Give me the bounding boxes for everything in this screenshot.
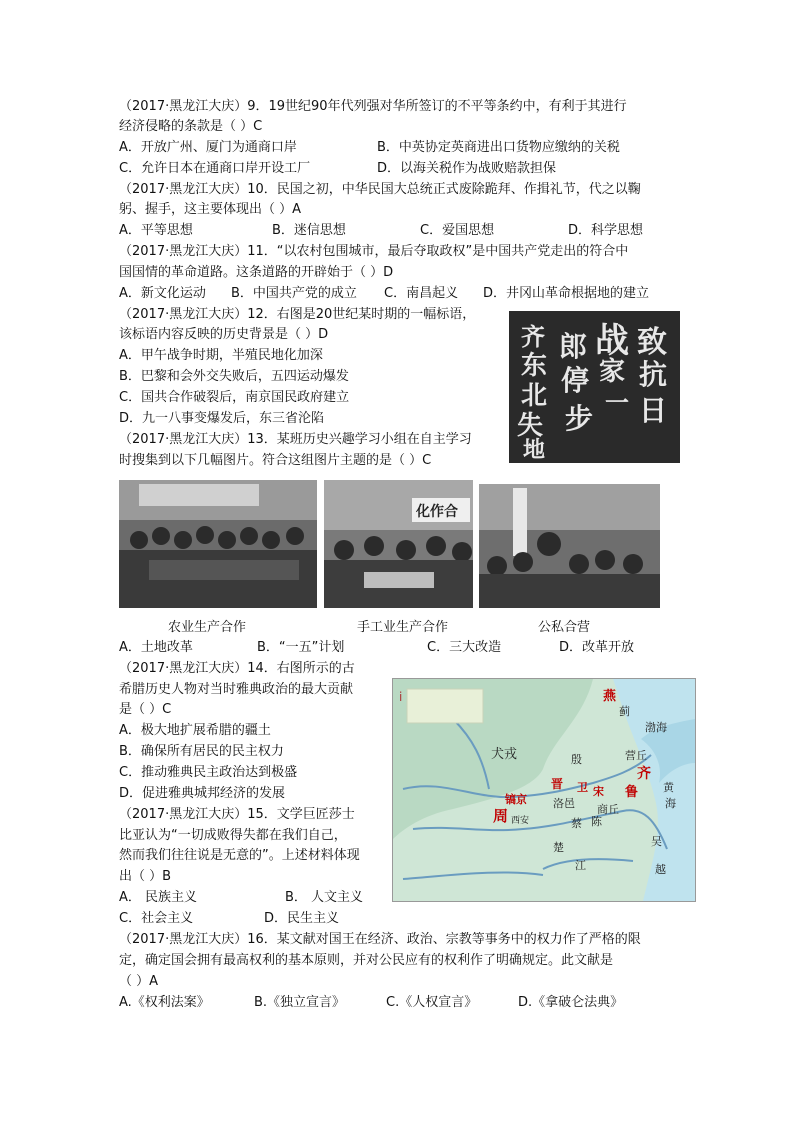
q13-stem-line1: （2017·黑龙江大庆）13．某班历史兴趣学习小组在自主学习 [119, 432, 472, 447]
map-label-haojing: 镐京 [505, 793, 527, 806]
slogan-char: 战 [595, 321, 629, 361]
q10-option-a: A．平等思想 [119, 223, 193, 238]
q9-option-d: D．以海关税作为战败赔款担保 [377, 161, 557, 176]
photo-caption-handicraft: 手工业生产合作 [357, 620, 449, 635]
q15-option-b: B． 人文主义 [285, 890, 364, 905]
svg-text:i: i [399, 690, 403, 704]
q9-option-c: C．允许日本在通商口岸开设工厂 [119, 161, 311, 176]
map-label-zhou: 周 [493, 807, 509, 825]
q9-option-b: B．中英协定英商进出口货物应缴纳的关税 [377, 140, 620, 155]
slogan-photo [509, 311, 680, 463]
q12-option-b: B．巴黎和会外交失败后，五四运动爆发 [119, 369, 349, 384]
slogan-char: 步 [565, 402, 594, 435]
slogan-char: 一 [605, 388, 629, 417]
slogan-char: 地 [523, 437, 546, 463]
q14-stem-line3: 是（ ）C [119, 702, 172, 717]
public-private-partnership-photo [479, 484, 660, 608]
q14-option-a: A．极大地扩展希腊的疆土 [119, 723, 271, 738]
map-label-wei: 卫 [577, 781, 588, 794]
map-label-qi: 齐 [637, 766, 651, 782]
map-label-quanrong: 犬戎 [491, 747, 518, 762]
q14-option-c: C．推动雅典民主政治达到极盛 [119, 765, 298, 780]
q16-stem-line3: （ ）A [119, 974, 159, 989]
photo-caption-agriculture: 农业生产合作 [168, 620, 247, 635]
q13-option-a: A．土地改革 [119, 640, 193, 655]
map-label-song: 宋 [593, 785, 604, 798]
q13-option-d: D．改革开放 [559, 640, 635, 655]
q11-option-d: D．井冈山革命根据地的建立 [483, 286, 650, 301]
q14-option-d: D．促进雅典城邦经济的发展 [119, 786, 286, 801]
q12-option-c: C．国共合作破裂后，南京国民政府建立 [119, 390, 350, 405]
slogan-char: 抗 [639, 358, 668, 391]
q12-stem-line2: 该标语内容反映的历史背景是（ ）D [119, 327, 329, 342]
map-label-yue: 越 [655, 863, 666, 876]
q15-option-a: A． 民族主义 [119, 890, 198, 905]
map-label-shangqiu: 商丘 [597, 803, 619, 816]
q9-stem-line2: 经济侵略的条款是（ ）C [119, 119, 263, 134]
q16-stem-line2: 定，确定国会拥有最高权利的基本原则，并对公民应有的权利作了明确规定。此文献是 [119, 953, 614, 968]
q9-option-a: A．开放广州、厦门为通商口岸 [119, 140, 297, 155]
q14-option-b: B．确保所有居民的民主权力 [119, 744, 284, 759]
q16-stem-line1: （2017·黑龙江大庆）16．某文献对国王在经济、政治、宗教等事务中的权力作了严格的限 [119, 932, 641, 947]
slogan-char: 家 [599, 357, 626, 387]
map-label-hai: 海 [665, 797, 676, 810]
slogan-char: 齐 [521, 322, 545, 351]
q11-stem-line1: （2017·黑龙江大庆）11．“以农村包围城市，最后夺取政权”是中国共产党走出的符合中 [119, 244, 629, 259]
map-label-wu: 吴 [651, 835, 662, 848]
map-background [393, 679, 695, 901]
cooperative-sign-text: 化作合 [416, 504, 458, 520]
map-label-xian: 西安 [511, 816, 530, 826]
slogan-char: 北 [521, 381, 548, 411]
slogan-char: 日 [639, 394, 668, 427]
map-label-huang: 黄 [663, 781, 674, 794]
q16-option-d: D.《拿破仑法典》 [518, 995, 624, 1010]
q11-option-a: A．新文化运动 [119, 286, 206, 301]
map-label-yan: 燕 [603, 689, 617, 704]
map-label-chen: 陈 [591, 815, 602, 828]
q12-stem-line1: （2017·黑龙江大庆）12．右图是20世纪某时期的一幅标语， [119, 307, 476, 322]
map-label-ji: 蓟 [619, 705, 630, 718]
q9-stem-line1: （2017·黑龙江大庆）9．19世纪90年代列强对华所签订的不平等条约中，有利于其进行 [119, 99, 627, 114]
q12-option-d: D．九一八事变爆发后，东三省沦陷 [119, 411, 325, 426]
q10-option-b: B．迷信思想 [272, 223, 346, 238]
q11-option-b: B．中国共产党的成立 [231, 286, 357, 301]
map-label-jin: 晋 [551, 777, 564, 791]
photo-caption-partnership: 公私合营 [538, 620, 591, 635]
q13-option-c: C．三大改造 [427, 640, 502, 655]
map-label-lu: 鲁 [625, 785, 639, 800]
map-label-chu: 楚 [553, 841, 564, 854]
map-label-luoyi: 洛邑 [553, 797, 575, 810]
map-label-yingqiu: 营丘 [625, 749, 647, 762]
q12-option-a: A．甲午战争时期，半殖民地化加深 [119, 348, 323, 363]
q15-stem-line4: 出（ ）B [119, 869, 172, 884]
western-zhou-map [392, 678, 696, 902]
slogan-char: 东 [521, 351, 548, 381]
handicraft-cooperation-photo [324, 480, 473, 608]
agriculture-cooperation-photo [119, 480, 317, 608]
q15-stem-line1: （2017·黑龙江大庆）15．文学巨匠莎士 [119, 807, 355, 822]
map-label-jiang: 江 [575, 859, 586, 872]
q11-stem-line2: 国国情的革命道路。这条道路的开辟始于（ ）D [119, 265, 394, 280]
slogan-char: 郎 [559, 330, 588, 363]
q10-stem-line2: 躬、握手，这主要体现出（ ）A [119, 202, 302, 217]
q15-stem-line2: 比亚认为“一切成败得失都在我们自己， [119, 828, 347, 843]
q16-option-a: A.《权利法案》 [119, 995, 210, 1010]
q10-option-d: D．科学思想 [568, 223, 644, 238]
q15-option-d: D．民生主义 [264, 911, 340, 926]
slogan-char: 失 [517, 411, 544, 441]
q10-stem-line1: （2017·黑龙江大庆）10．民国之初，中华民国大总统正式废除跪拜、作揖礼节，代之以鞠 [119, 182, 641, 197]
map-label-cai: 蔡 [571, 817, 582, 830]
q15-option-c: C．社会主义 [119, 911, 194, 926]
map-label-bohai: 渤海 [645, 721, 667, 734]
q13-option-b: B．“一五”计划 [257, 640, 345, 655]
map-label-yin: 殷 [571, 753, 582, 766]
q14-stem-line2: 希腊历史人物对当时雅典政治的最大贡献 [119, 682, 354, 697]
q13-stem-line2: 时搜集到以下几幅图片。符合这组图片主题的是（ ）C [119, 453, 432, 468]
q15-stem-line3: 然而我们往往说是无意的”。上述材料体现 [119, 848, 360, 863]
q16-option-b: B.《独立宣言》 [254, 995, 346, 1010]
slogan-char: 停 [561, 364, 590, 397]
slogan-char: 致 [637, 325, 667, 360]
q14-stem-line1: （2017·黑龙江大庆）14．右图所示的古 [119, 661, 355, 676]
q11-option-c: C．南昌起义 [384, 286, 459, 301]
q10-option-c: C．爱国思想 [420, 223, 495, 238]
q16-option-c: C.《人权宣言》 [386, 995, 478, 1010]
